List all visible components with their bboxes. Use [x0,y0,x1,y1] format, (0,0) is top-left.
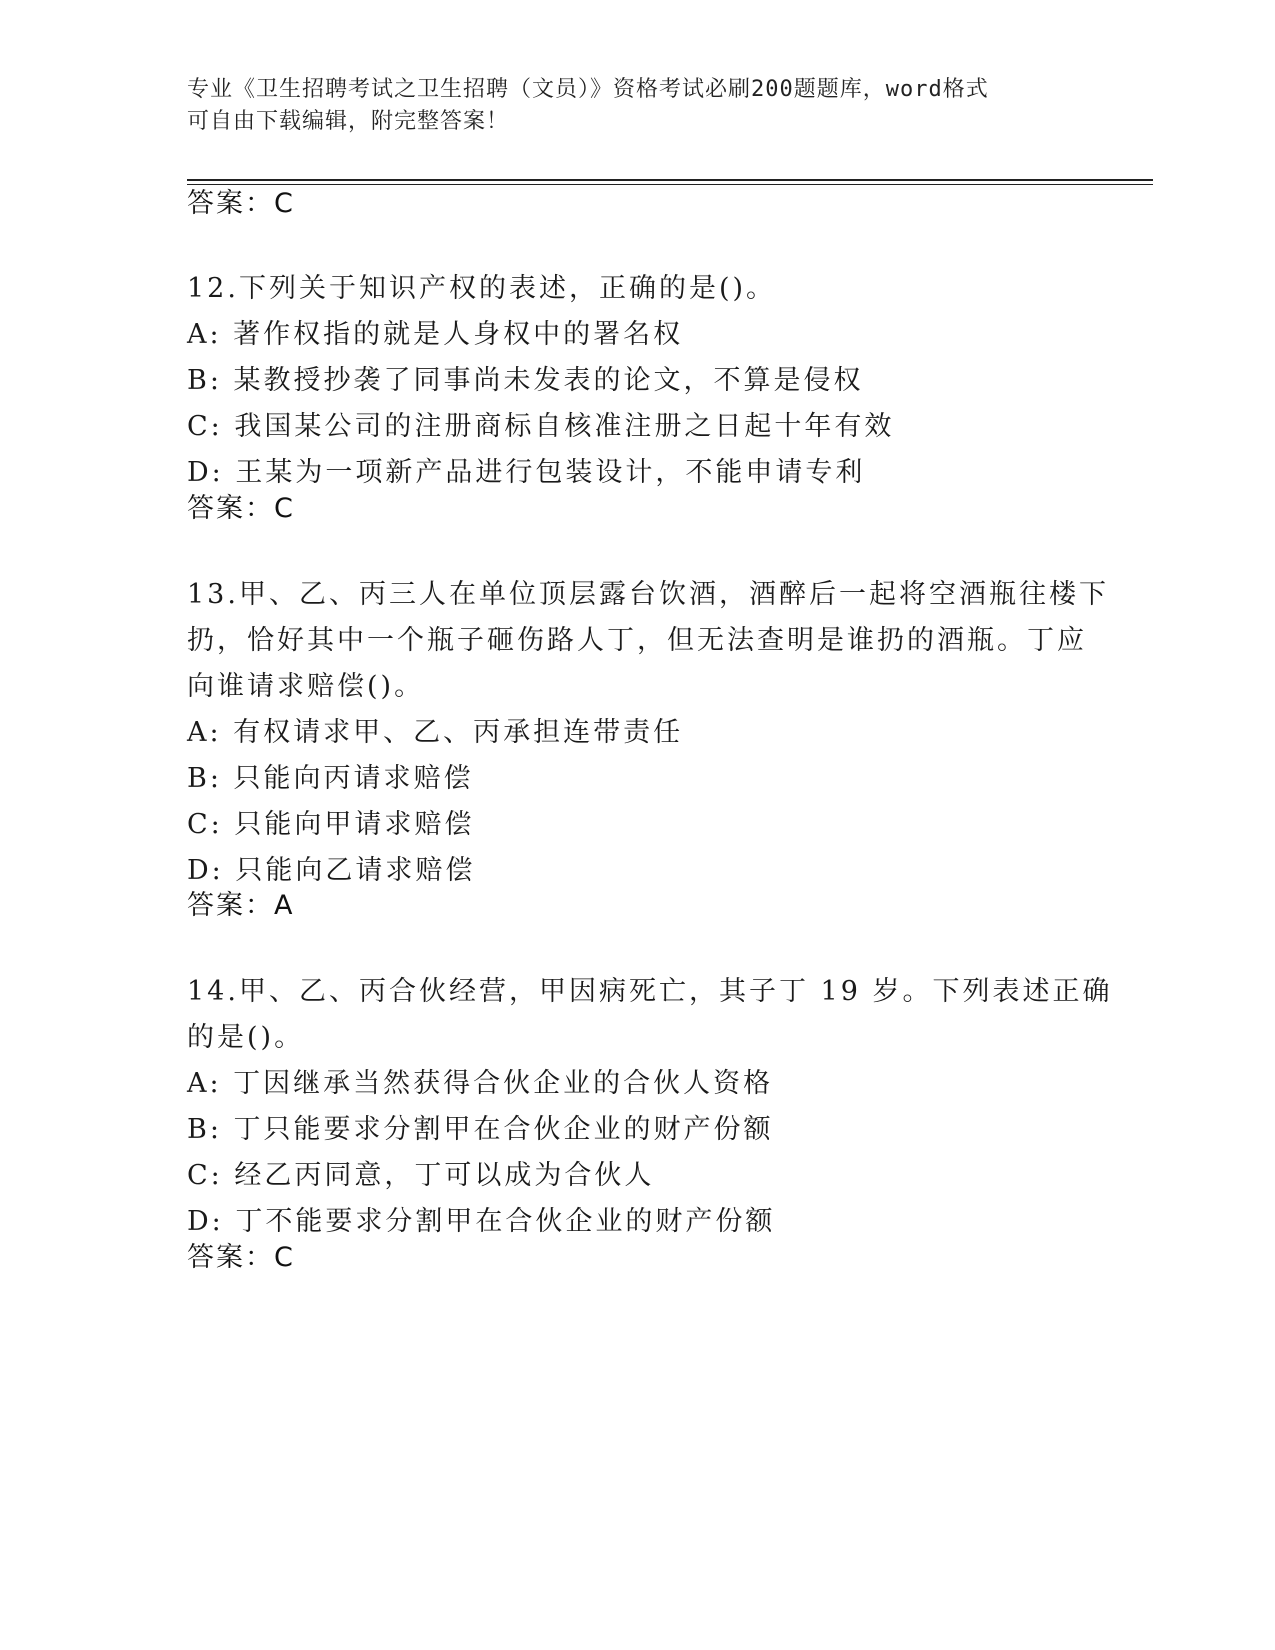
header-rule-thin [187,184,1153,185]
option-c: C: 我国某公司的注册商标自核准注册之日起十年有效 [187,411,895,442]
question-stem [187,969,1113,1061]
header-line-2: 可自由下载编辑，附完整答案！ [187,109,510,134]
option-b: B: 只能向丙请求赔偿 [187,763,474,794]
answer-12: 答案：C [187,493,295,524]
option-a: A: 著作权指的就是人身权中的署名权 [187,319,684,350]
stem-line: 扔，恰好其中一个瓶子砸伤路人丁，但无法查明是谁扔的酒瓶。丁应 [187,625,1087,656]
option-c: C: 经乙丙同意，丁可以成为合伙人 [187,1160,655,1191]
answer-13: 答案：A [187,890,295,921]
header-line-1: 专业《卫生招聘考试之卫生招聘（文员）》资格考试必刷200题题库，word格式 [187,77,989,102]
header-rule-thick [187,179,1153,181]
option-d: D: 只能向乙请求赔偿 [187,855,476,886]
question-stem [187,266,1087,312]
answer-previous: 答案：C [187,188,295,219]
question-12 [187,266,1087,496]
question-14 [187,969,1113,1245]
stem-line: 的是()。 [187,1022,305,1053]
question-stem [187,572,1109,710]
stem-line: 14.甲、乙、丙合伙经营，甲因病死亡，其子丁 19 岁。下列表述正确 [187,976,1113,1007]
option-a: A: 有权请求甲、乙、丙承担连带责任 [187,717,684,748]
stem-line: 13.甲、乙、丙三人在单位顶层露台饮酒，酒醉后一起将空酒瓶往楼下 [187,579,1109,610]
option-a: A: 丁因继承当然获得合伙企业的合伙人资格 [187,1068,774,1099]
option-d: D: 丁不能要求分割甲在合伙企业的财产份额 [187,1206,776,1237]
stem-line: 12.下列关于知识产权的表述，正确的是()。 [187,273,777,304]
option-c: C: 只能向甲请求赔偿 [187,809,475,840]
option-b: B: 丁只能要求分割甲在合伙企业的财产份额 [187,1114,774,1145]
question-13 [187,572,1109,894]
answer-14: 答案：C [187,1242,295,1273]
stem-line: 向谁请求赔偿()。 [187,671,425,702]
option-d: D: 王某为一项新产品进行包装设计，不能申请专利 [187,457,866,488]
option-b: B: 某教授抄袭了同事尚未发表的论文，不算是侵权 [187,365,864,396]
page-header [187,74,1067,138]
